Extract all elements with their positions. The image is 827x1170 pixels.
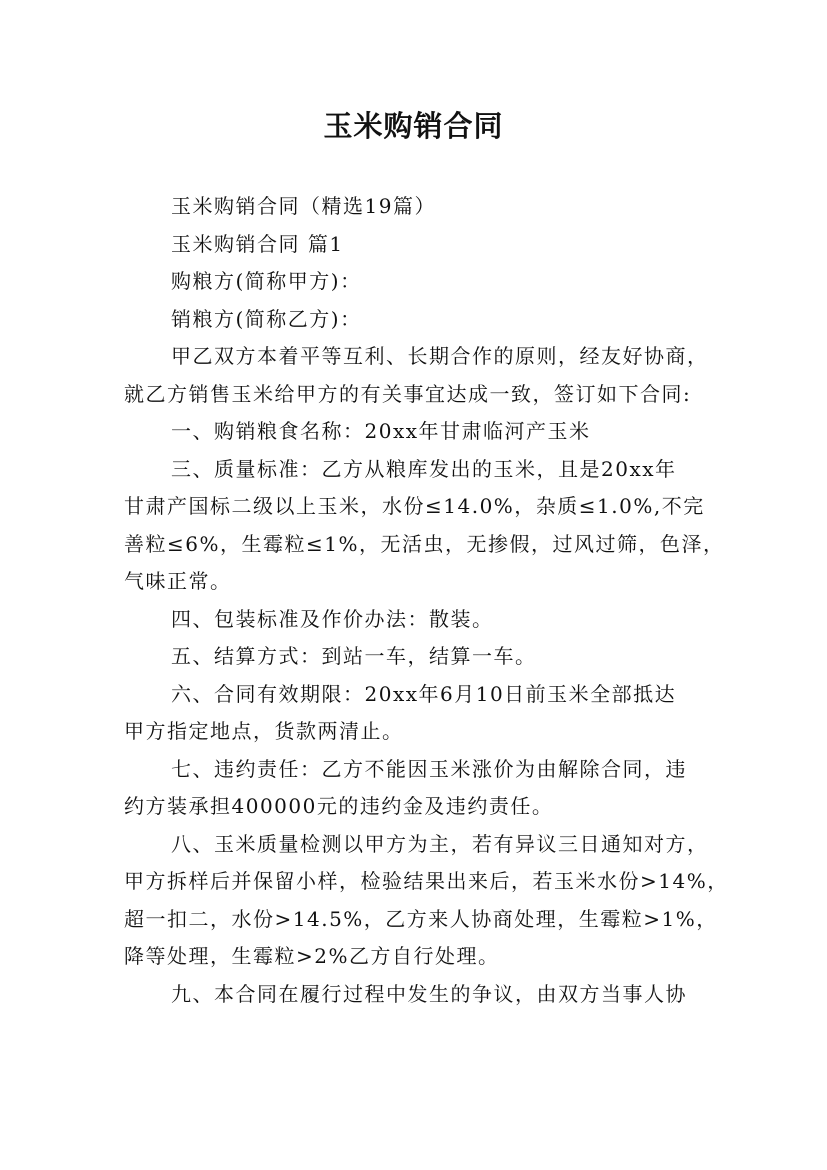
paragraph-line: 购粮方(简称甲方)： <box>171 269 362 293</box>
paragraph-line: 玉米购销合同 篇1 <box>171 231 344 256</box>
paragraph-line: 善粒≤6%，生霉粒≤1%，无活虫，无掺假，过风过筛，色泽， <box>124 531 725 556</box>
paragraph-line: 销粮方(简称乙方)： <box>171 306 362 331</box>
paragraph-line: 甲方拆样后并保留小样，检验结果出来后，若玉米水份>14%， <box>124 869 729 893</box>
paragraph-line: 九、本合同在履行过程中发生的争议，由双方当事人协 <box>171 981 687 1006</box>
paragraph-line: 就乙方销售玉米给甲方的有关事宜达成一致，签订如下合同: <box>124 381 692 406</box>
paragraph-line: 约方装承担400000元的违约金及违约责任。 <box>124 794 554 818</box>
paragraph-line: 七、违约责任：乙方不能因玉米涨价为由解除合同，违 <box>171 756 687 781</box>
paragraph-line: 降等处理，生霉粒>2%乙方自行处理。 <box>124 944 500 968</box>
paragraph-line: 六、合同有效期限：20xx年6月10日前玉米全部抵达 <box>171 681 677 706</box>
paragraph-line: 玉米购销合同（精选19篇） <box>171 194 436 218</box>
paragraph-line: 八、玉米质量检测以甲方为主，若有异议三日通知对方， <box>171 831 709 856</box>
paragraph-line: 三、质量标准：乙方从粮库发出的玉米，且是20xx年 <box>171 456 677 481</box>
paragraph-line: 五、结算方式：到站一车，结算一车。 <box>171 644 537 668</box>
paragraph-line: 气味正常。 <box>124 569 232 593</box>
paragraph-line: 甘肃产国标二级以上玉米，水份≤14.0%，杂质≤1.0%,不完 <box>124 494 705 518</box>
paragraph-line: 甲乙双方本着平等互利、长期合作的原则，经友好协商， <box>171 344 709 368</box>
document-body <box>124 188 729 1013</box>
document-title: 玉米购销合同 <box>323 109 504 143</box>
paragraph-line: 四、包装标准及作价办法：散装。 <box>171 606 494 631</box>
paragraph-line: 超一扣二，水份>14.5%，乙方来人协商处理，生霉粒>1%， <box>124 906 718 931</box>
paragraph-line: 一、购销粮食名称：20xx年甘肃临河产玉米 <box>171 419 591 443</box>
paragraph-line: 甲方指定地点，货款两清止。 <box>124 719 404 743</box>
